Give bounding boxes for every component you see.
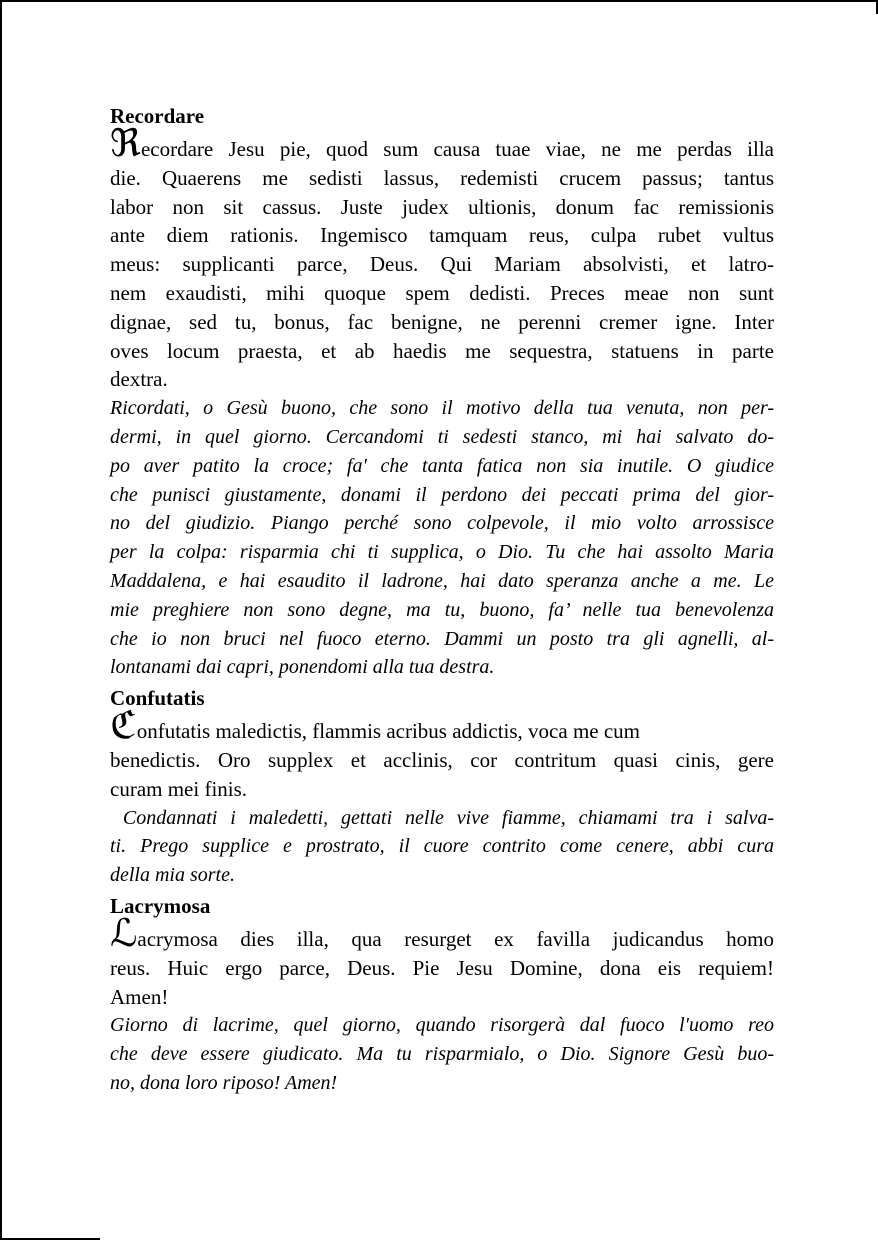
text-line: po aver patito la croce; fa' che tanta fatica non sia inutile. O giudice — [110, 454, 774, 477]
text-line: dignae, sed tu, bonus, fac benigne, ne perenni cremer igne. Inter — [110, 309, 774, 334]
text-line: Maddalena, e hai esaudito il ladrone, hai dato speranza anche a me. Le — [110, 569, 774, 592]
section-heading-recordare: Recordare — [110, 104, 205, 128]
text-line: dextra. — [110, 367, 168, 392]
text-line: ℜecordare Jesu pie, quod sum causa tuae viae, ne me perdas illa — [110, 121, 774, 165]
text-line: che punisci giustamente, donami il perdono dei peccati prima del gior- — [110, 483, 774, 506]
text-line: per la colpa: risparmia chi ti supplica, o Dio. Tu che hai assolto Maria — [110, 541, 774, 564]
text-line: benedictis. Oro supplex et acclinis, cor contritum quasi cinis, gere — [110, 747, 774, 772]
text-line: oves locum praesta, et ab haedis me sequestra, statuens in parte — [110, 338, 774, 363]
section-heading-confutatis: Confutatis — [110, 686, 205, 711]
text-line: che io non bruci nel fuoco eterno. Dammi un posto tra gli agnelli, al- — [110, 627, 774, 650]
text-line: dermi, in quel giorno. Cercandomi ti sedesti stanco, mi hai salvato do- — [110, 425, 774, 448]
blackletter-initial: ℒ — [110, 910, 138, 955]
text-line: meus: supplicanti parce, Deus. Qui Mariam absolvisti, et latro- — [110, 252, 774, 277]
text-line: no, dona loro riposo! Amen! — [110, 1071, 338, 1094]
text-line: reus. Huic ergo parce, Deus. Pie Jesu Domine, dona eis requiem! — [110, 955, 774, 980]
page-border-left — [0, 0, 2, 1240]
latin-text-recordare — [110, 121, 774, 394]
section-heading-lacrymosa: Lacrymosa — [110, 893, 211, 918]
text-line: ℭonfutatis maledictis, flammis acribus addictis, voca me cum — [110, 703, 641, 748]
section-lacrymosa — [110, 892, 774, 1098]
blackletter-initial: ℜ — [110, 121, 141, 165]
section-recordare — [110, 102, 774, 682]
italian-translation-confutatis — [110, 804, 774, 890]
text-line: della mia sorte. — [110, 864, 235, 887]
text-line: ante diem rationis. Ingemisco tamquam reus, culpa rubet vultus — [110, 223, 774, 248]
text-line: Amen! — [110, 984, 169, 1009]
text-line: ℒacrymosa dies illa, qua resurget ex favilla judicandus homo — [110, 910, 774, 955]
text-line: no del giudizio. Piango perché sono colpevole, il mio volto arrossisce — [110, 512, 774, 535]
section-confutatis — [110, 684, 774, 890]
text-line: mie preghiere non sono degne, ma tu, buono, fa’ nelle tua benevolenza — [110, 598, 774, 621]
text-line: labor non sit cassus. Juste judex ultionis, donum fac remissionis — [110, 194, 774, 219]
text-line: die. Quaerens me sedisti lassus, redemisti crucem passus; tantus — [110, 165, 774, 190]
italian-translation-lacrymosa — [110, 1011, 774, 1097]
text-line: Ricordati, o Gesù buono, che sono il motivo della tua venuta, non per- — [110, 397, 774, 420]
text-line: ti. Prego supplice e prostrato, il cuore contrito come cenere, abbi cura — [110, 835, 774, 858]
text-line: Giorno di lacrime, quel giorno, quando risorgerà dal fuoco l'uomo reo — [110, 1014, 774, 1037]
text-line: curam mei finis. — [110, 776, 248, 801]
latin-text-lacrymosa — [110, 910, 774, 1011]
italian-translation-recordare — [110, 394, 774, 682]
blackletter-initial: ℭ — [110, 703, 137, 748]
text-line: che deve essere giudicato. Ma tu risparmialo, o Dio. Signore Gesù buo- — [110, 1043, 774, 1066]
text-line: Condannati i maledetti, gettati nelle vive fiamme, chiamami tra i salva- — [110, 806, 775, 829]
latin-text-confutatis — [110, 703, 774, 803]
page-border-top — [0, 0, 878, 2]
text-line: lontanami dai capri, ponendomi alla tua destra. — [110, 656, 495, 679]
text-line: nem exaudisti, mihi quoque spem dedisti. Preces meae non sunt — [110, 280, 774, 305]
